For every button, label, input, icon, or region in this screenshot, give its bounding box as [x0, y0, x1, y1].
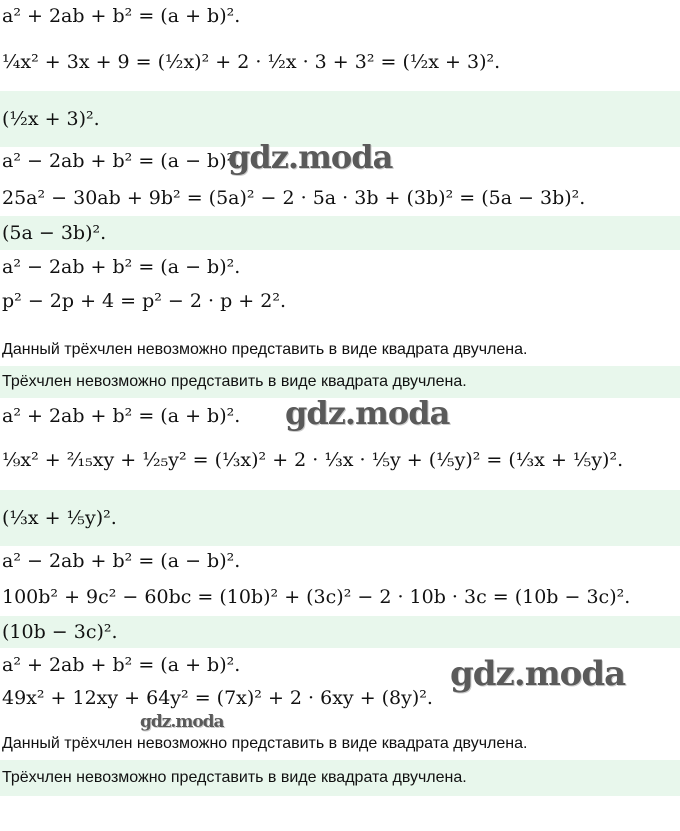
answer-text: Трёхчлен невозможно представить в виде квадрата двучлена. — [2, 769, 467, 786]
answer-line — [0, 616, 680, 648]
statement-text: Данный трёхчлен невозможно представить в виде квадрата двучлена. — [2, 735, 528, 752]
formula-text: 49x² + 12xy + 64y² = (7x)² + 2 · 6xy + (8y)². — [2, 687, 433, 709]
answer-line — [0, 216, 680, 250]
text-line — [0, 336, 680, 364]
formula-line — [0, 0, 680, 32]
formula-text: a² + 2ab + b² = (a + b)². — [2, 5, 241, 27]
statement-text: Данный трёхчлен невозможно представить в виде квадрата двучлена. — [2, 341, 528, 358]
formula-line — [0, 546, 680, 576]
formula-line — [0, 285, 680, 317]
watermark-logo: gdz.moda — [140, 712, 224, 732]
formula-text: a² − 2ab + b² = (a − b)². — [2, 550, 241, 572]
answer-text: (10b − 3c)². — [2, 621, 118, 643]
watermark-logo: gdz.moda — [228, 138, 393, 176]
answer-text: (½x + 3)². — [2, 108, 100, 130]
answer-line — [0, 760, 680, 796]
formula-line — [0, 432, 680, 488]
formula-text: a² + 2ab + b² = (a + b)². — [2, 654, 241, 676]
watermark-logo: gdz.moda — [450, 654, 626, 694]
formula-text: 25a² − 30ab + 9b² = (5a)² − 2 · 5a · 3b + (3b)² = (5a − 3b)². — [2, 187, 586, 209]
answer-text: Трёхчлен невозможно представить в виде квадрата двучлена. — [2, 373, 467, 390]
formula-text: a² − 2ab + b² = (a − b)². — [2, 150, 241, 172]
formula-text: ⅑x² + ²⁄₁₅xy + ¹⁄₂₅y² = (⅓x)² + 2 · ⅓x · ⅕y + (⅕y)² = (⅓x + ⅕y)². — [2, 449, 624, 471]
formula-text: ¼x² + 3x + 9 = (½x)² + 2 · ½x · 3 + 3² = (½x + 3)². — [2, 51, 501, 73]
formula-text: a² − 2ab + b² = (a − b)². — [2, 256, 241, 278]
formula-line — [0, 580, 680, 614]
formula-text: p² − 2p + 4 = p² − 2 · p + 2². — [2, 290, 287, 312]
formula-line — [0, 180, 680, 216]
formula-text: a² + 2ab + b² = (a + b)². — [2, 405, 241, 427]
answer-line — [0, 490, 680, 546]
text-line — [0, 730, 680, 758]
answer-text: (5a − 3b)². — [2, 222, 107, 244]
formula-line — [0, 252, 680, 282]
answer-text: (⅓x + ⅕y)². — [2, 507, 117, 529]
formula-text: 100b² + 9c² − 60bc = (10b)² + (3c)² − 2 · 10b · 3c = (10b − 3c)². — [2, 586, 631, 608]
formula-line — [0, 34, 680, 90]
watermark-logo: gdz.moda — [285, 394, 450, 432]
